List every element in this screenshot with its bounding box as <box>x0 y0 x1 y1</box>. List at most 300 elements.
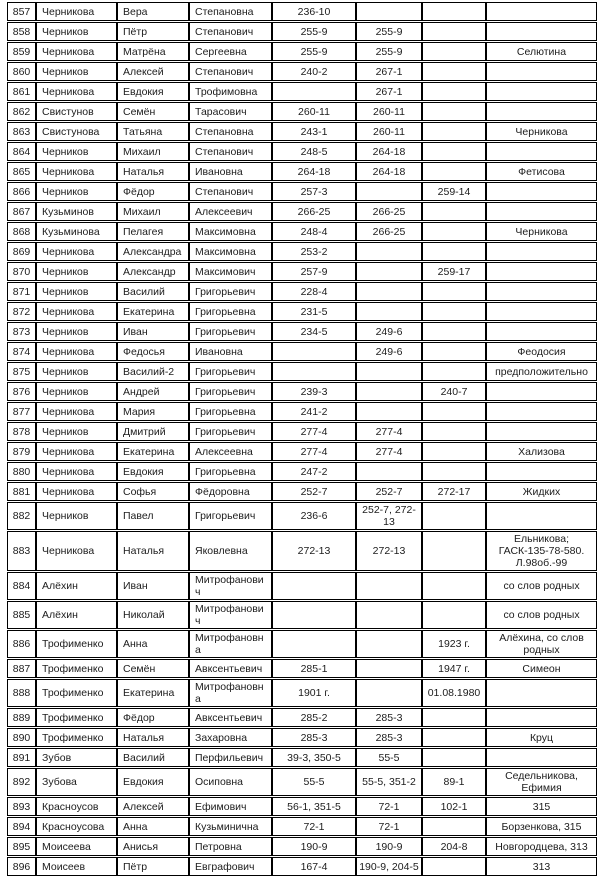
cell-surname: Свистунов <box>36 102 117 121</box>
cell-record-number: 874 <box>7 342 36 361</box>
cell-given-name: Матрёна <box>117 42 189 61</box>
cell-code3 <box>422 422 486 441</box>
cell-given-name: Наталья <box>117 531 189 571</box>
cell-surname: Зубов <box>36 748 117 767</box>
cell-patronymic: Захаровна <box>189 728 272 747</box>
cell-code1: 285-1 <box>272 659 356 678</box>
cell-code3: 1923 г. <box>422 630 486 658</box>
cell-given-name: Евдокия <box>117 462 189 481</box>
cell-given-name: Николай <box>117 601 189 629</box>
cell-code3 <box>422 302 486 321</box>
cell-patronymic: Григорьевич <box>189 502 272 530</box>
cell-code2: 266-25 <box>356 202 422 221</box>
cell-given-name: Евдокия <box>117 82 189 101</box>
cell-surname: Черников <box>36 282 117 301</box>
cell-code1: 236-10 <box>272 2 356 21</box>
cell-code2: 190-9 <box>356 837 422 856</box>
cell-code3 <box>422 122 486 141</box>
cell-patronymic: Степанович <box>189 142 272 161</box>
cell-patronymic: Яковлевна <box>189 531 272 571</box>
cell-code1 <box>272 362 356 381</box>
cell-code1: 255-9 <box>272 22 356 41</box>
cell-patronymic: Ивановна <box>189 342 272 361</box>
cell-note <box>486 182 597 201</box>
cell-record-number: 883 <box>7 531 36 571</box>
cell-given-name: Павел <box>117 502 189 530</box>
cell-record-number: 877 <box>7 402 36 421</box>
cell-surname: Красноусова <box>36 817 117 836</box>
cell-surname: Черникова <box>36 162 117 181</box>
cell-code3 <box>422 162 486 181</box>
cell-code2 <box>356 302 422 321</box>
cell-surname: Свистунова <box>36 122 117 141</box>
cell-note: со слов родных <box>486 572 597 600</box>
table-row <box>7 262 597 281</box>
cell-code1: 239-3 <box>272 382 356 401</box>
cell-record-number: 875 <box>7 362 36 381</box>
cell-code3: 259-14 <box>422 182 486 201</box>
cell-patronymic: Григорьевич <box>189 282 272 301</box>
cell-surname: Кузьминова <box>36 222 117 241</box>
cell-note <box>486 382 597 401</box>
cell-patronymic: Фёдоровна <box>189 482 272 501</box>
cell-record-number: 888 <box>7 679 36 707</box>
cell-code3 <box>422 402 486 421</box>
cell-record-number: 860 <box>7 62 36 81</box>
cell-surname: Черникова <box>36 2 117 21</box>
cell-code1: 257-9 <box>272 262 356 281</box>
cell-code3 <box>422 601 486 629</box>
cell-code3 <box>422 708 486 727</box>
cell-code1: 264-18 <box>272 162 356 181</box>
cell-code2 <box>356 242 422 261</box>
cell-code2: 266-25 <box>356 222 422 241</box>
table-row <box>7 362 597 381</box>
cell-record-number: 859 <box>7 42 36 61</box>
cell-record-number: 887 <box>7 659 36 678</box>
cell-patronymic: Григорьевич <box>189 322 272 341</box>
cell-code3: 240-7 <box>422 382 486 401</box>
cell-surname: Моисеев <box>36 857 117 876</box>
cell-code2 <box>356 362 422 381</box>
cell-code2 <box>356 659 422 678</box>
cell-patronymic: Митрофановна <box>189 679 272 707</box>
table-row <box>7 62 597 81</box>
cell-record-number: 880 <box>7 462 36 481</box>
cell-record-number: 892 <box>7 768 36 796</box>
cell-surname: Черников <box>36 382 117 401</box>
cell-code1: 257-3 <box>272 182 356 201</box>
cell-surname: Черников <box>36 142 117 161</box>
cell-patronymic: Митрофановна <box>189 630 272 658</box>
cell-record-number: 863 <box>7 122 36 141</box>
cell-code3 <box>422 531 486 571</box>
cell-surname: Трофименко <box>36 679 117 707</box>
cell-surname: Черникова <box>36 462 117 481</box>
cell-given-name: Анна <box>117 630 189 658</box>
cell-given-name: Пётр <box>117 857 189 876</box>
cell-code1: 167-4 <box>272 857 356 876</box>
cell-record-number: 878 <box>7 422 36 441</box>
cell-note <box>486 422 597 441</box>
cell-given-name: Иван <box>117 572 189 600</box>
cell-code1 <box>272 342 356 361</box>
cell-code2: 285-3 <box>356 728 422 747</box>
cell-given-name: Софья <box>117 482 189 501</box>
cell-code2 <box>356 402 422 421</box>
cell-code2: 252-7, 272-13 <box>356 502 422 530</box>
cell-note: предположительно <box>486 362 597 381</box>
cell-note: Алёхина, со слов родных <box>486 630 597 658</box>
cell-patronymic: Григорьевна <box>189 462 272 481</box>
table-row <box>7 572 597 600</box>
cell-patronymic: Авксентьевич <box>189 708 272 727</box>
cell-given-name: Татьяна <box>117 122 189 141</box>
cell-patronymic: Тарасович <box>189 102 272 121</box>
cell-code3 <box>422 342 486 361</box>
cell-patronymic: Ефимович <box>189 797 272 816</box>
cell-note: Седельникова, Ефимия <box>486 768 597 796</box>
cell-note <box>486 282 597 301</box>
table-row <box>7 797 597 816</box>
cell-code3 <box>422 222 486 241</box>
cell-surname: Черников <box>36 502 117 530</box>
cell-surname: Трофименко <box>36 728 117 747</box>
cell-note <box>486 402 597 421</box>
cell-given-name: Александра <box>117 242 189 261</box>
cell-note: Хализова <box>486 442 597 461</box>
table-row <box>7 679 597 707</box>
cell-note: Ельникова; ГАСК-135-78-580. Л.98об.-99 <box>486 531 597 571</box>
cell-patronymic: Осиповна <box>189 768 272 796</box>
cell-code3 <box>422 102 486 121</box>
cell-code2: 272-13 <box>356 531 422 571</box>
cell-surname: Красноусов <box>36 797 117 816</box>
cell-code2: 267-1 <box>356 82 422 101</box>
cell-record-number: 865 <box>7 162 36 181</box>
cell-given-name: Мария <box>117 402 189 421</box>
cell-note <box>486 748 597 767</box>
cell-code1: 285-2 <box>272 708 356 727</box>
cell-given-name: Иван <box>117 322 189 341</box>
cell-note <box>486 502 597 530</box>
cell-code2 <box>356 462 422 481</box>
cell-code3 <box>422 242 486 261</box>
cell-surname: Черников <box>36 322 117 341</box>
cell-code1: 260-11 <box>272 102 356 121</box>
table-row <box>7 2 597 21</box>
cell-code1: 56-1, 351-5 <box>272 797 356 816</box>
table-row <box>7 462 597 481</box>
cell-given-name: Семён <box>117 659 189 678</box>
cell-code1 <box>272 82 356 101</box>
cell-code3: 89-1 <box>422 768 486 796</box>
table-row <box>7 302 597 321</box>
cell-patronymic: Евграфович <box>189 857 272 876</box>
cell-patronymic: Трофимовна <box>189 82 272 101</box>
cell-code2 <box>356 382 422 401</box>
cell-patronymic: Григорьевна <box>189 302 272 321</box>
cell-given-name: Анна <box>117 817 189 836</box>
cell-code1: 277-4 <box>272 422 356 441</box>
table-row <box>7 659 597 678</box>
table-row <box>7 402 597 421</box>
cell-note: Селютина <box>486 42 597 61</box>
cell-code1 <box>272 601 356 629</box>
cell-code2 <box>356 679 422 707</box>
cell-code3 <box>422 42 486 61</box>
table-row <box>7 322 597 341</box>
cell-code1: 272-13 <box>272 531 356 571</box>
table-row <box>7 202 597 221</box>
cell-record-number: 857 <box>7 2 36 21</box>
cell-code1: 248-4 <box>272 222 356 241</box>
table-row <box>7 422 597 441</box>
cell-note: Черникова <box>486 122 597 141</box>
cell-record-number: 886 <box>7 630 36 658</box>
cell-surname: Кузьминов <box>36 202 117 221</box>
cell-given-name: Александр <box>117 262 189 281</box>
cell-record-number: 868 <box>7 222 36 241</box>
cell-patronymic: Ивановна <box>189 162 272 181</box>
cell-code3 <box>422 322 486 341</box>
cell-code1: 266-25 <box>272 202 356 221</box>
table-body <box>7 2 597 876</box>
cell-note: Фетисова <box>486 162 597 181</box>
cell-record-number: 890 <box>7 728 36 747</box>
cell-patronymic: Степановна <box>189 2 272 21</box>
table-row <box>7 601 597 629</box>
cell-code3: 1947 г. <box>422 659 486 678</box>
table-row <box>7 82 597 101</box>
cell-surname: Черников <box>36 182 117 201</box>
table-row <box>7 748 597 767</box>
cell-patronymic: Алексеевич <box>189 202 272 221</box>
cell-code2: 252-7 <box>356 482 422 501</box>
table-row <box>7 630 597 658</box>
cell-code1: 247-2 <box>272 462 356 481</box>
table-row <box>7 708 597 727</box>
document-page <box>0 1 600 877</box>
cell-patronymic: Митрофанович <box>189 572 272 600</box>
cell-code2: 249-6 <box>356 342 422 361</box>
cell-surname: Черникова <box>36 482 117 501</box>
cell-given-name: Екатерина <box>117 679 189 707</box>
cell-code2: 264-18 <box>356 142 422 161</box>
cell-surname: Черникова <box>36 42 117 61</box>
cell-code3: 272-17 <box>422 482 486 501</box>
cell-note <box>486 708 597 727</box>
cell-record-number: 872 <box>7 302 36 321</box>
table-row <box>7 182 597 201</box>
cell-code3 <box>422 2 486 21</box>
cell-code2 <box>356 630 422 658</box>
cell-note <box>486 62 597 81</box>
cell-code3 <box>422 728 486 747</box>
cell-code3 <box>422 202 486 221</box>
cell-code1: 231-5 <box>272 302 356 321</box>
cell-note: со слов родных <box>486 601 597 629</box>
cell-record-number: 894 <box>7 817 36 836</box>
cell-patronymic: Григорьевич <box>189 362 272 381</box>
cell-patronymic: Петровна <box>189 837 272 856</box>
table-row <box>7 857 597 876</box>
cell-surname: Черников <box>36 362 117 381</box>
cell-code1: 1901 г. <box>272 679 356 707</box>
cell-code2: 72-1 <box>356 797 422 816</box>
cell-note <box>486 102 597 121</box>
cell-surname: Трофименко <box>36 659 117 678</box>
cell-note <box>486 262 597 281</box>
table-row <box>7 837 597 856</box>
cell-given-name: Василий <box>117 282 189 301</box>
table-row <box>7 222 597 241</box>
cell-surname: Моисеева <box>36 837 117 856</box>
cell-code3: 204-8 <box>422 837 486 856</box>
cell-record-number: 893 <box>7 797 36 816</box>
cell-given-name: Федосья <box>117 342 189 361</box>
cell-record-number: 882 <box>7 502 36 530</box>
cell-code3 <box>422 572 486 600</box>
cell-record-number: 876 <box>7 382 36 401</box>
cell-note: Феодосия <box>486 342 597 361</box>
cell-note: Симеон <box>486 659 597 678</box>
cell-patronymic: Степанович <box>189 182 272 201</box>
table-row <box>7 162 597 181</box>
cell-code3 <box>422 748 486 767</box>
cell-code1: 277-4 <box>272 442 356 461</box>
cell-surname: Черников <box>36 262 117 281</box>
table-row <box>7 102 597 121</box>
cell-code3 <box>422 502 486 530</box>
table-row <box>7 482 597 501</box>
cell-patronymic: Григорьевич <box>189 422 272 441</box>
cell-given-name: Василий <box>117 748 189 767</box>
cell-code1 <box>272 572 356 600</box>
table-row <box>7 768 597 796</box>
cell-code2 <box>356 182 422 201</box>
records-table <box>7 1 597 877</box>
cell-code3 <box>422 462 486 481</box>
cell-code3 <box>422 817 486 836</box>
cell-record-number: 858 <box>7 22 36 41</box>
cell-code3 <box>422 22 486 41</box>
cell-surname: Черников <box>36 22 117 41</box>
cell-record-number: 889 <box>7 708 36 727</box>
cell-note <box>486 2 597 21</box>
cell-code3 <box>422 362 486 381</box>
cell-given-name: Вера <box>117 2 189 21</box>
cell-note <box>486 679 597 707</box>
cell-note <box>486 142 597 161</box>
cell-code2: 260-11 <box>356 102 422 121</box>
table-row <box>7 282 597 301</box>
cell-patronymic: Перфильевич <box>189 748 272 767</box>
table-row <box>7 728 597 747</box>
cell-code1: 39-3, 350-5 <box>272 748 356 767</box>
table-row <box>7 42 597 61</box>
cell-record-number: 866 <box>7 182 36 201</box>
cell-record-number: 873 <box>7 322 36 341</box>
cell-patronymic: Степанович <box>189 22 272 41</box>
cell-code3: 01.08.1980 <box>422 679 486 707</box>
cell-given-name: Екатерина <box>117 442 189 461</box>
cell-given-name: Семён <box>117 102 189 121</box>
cell-code3: 102-1 <box>422 797 486 816</box>
cell-given-name: Фёдор <box>117 708 189 727</box>
cell-surname: Черникова <box>36 342 117 361</box>
cell-record-number: 885 <box>7 601 36 629</box>
cell-note <box>486 322 597 341</box>
cell-patronymic: Максимович <box>189 262 272 281</box>
cell-record-number: 895 <box>7 837 36 856</box>
cell-code2: 260-11 <box>356 122 422 141</box>
cell-given-name: Алексей <box>117 797 189 816</box>
cell-surname: Черников <box>36 422 117 441</box>
cell-code2: 277-4 <box>356 442 422 461</box>
cell-given-name: Михаил <box>117 202 189 221</box>
cell-code2: 72-1 <box>356 817 422 836</box>
table-row <box>7 142 597 161</box>
cell-record-number: 864 <box>7 142 36 161</box>
cell-code1: 252-7 <box>272 482 356 501</box>
cell-note: Черникова <box>486 222 597 241</box>
cell-code1: 255-9 <box>272 42 356 61</box>
cell-note: Круц <box>486 728 597 747</box>
table-row <box>7 382 597 401</box>
cell-code3 <box>422 442 486 461</box>
cell-given-name: Наталья <box>117 162 189 181</box>
cell-note <box>486 82 597 101</box>
cell-record-number: 871 <box>7 282 36 301</box>
cell-code3 <box>422 62 486 81</box>
cell-note: Жидких <box>486 482 597 501</box>
cell-surname: Зубова <box>36 768 117 796</box>
cell-code1: 240-2 <box>272 62 356 81</box>
cell-code1: 253-2 <box>272 242 356 261</box>
cell-code2: 55-5, 351-2 <box>356 768 422 796</box>
cell-code1 <box>272 630 356 658</box>
cell-code2 <box>356 601 422 629</box>
table-row <box>7 122 597 141</box>
cell-given-name: Дмитрий <box>117 422 189 441</box>
cell-code1: 234-5 <box>272 322 356 341</box>
cell-surname: Черникова <box>36 442 117 461</box>
cell-record-number: 884 <box>7 572 36 600</box>
cell-surname: Алёхин <box>36 572 117 600</box>
cell-patronymic: Максимовна <box>189 242 272 261</box>
cell-code2: 249-6 <box>356 322 422 341</box>
cell-code2 <box>356 262 422 281</box>
cell-surname: Черникова <box>36 82 117 101</box>
cell-given-name: Фёдор <box>117 182 189 201</box>
cell-note: Новгородцева, 313 <box>486 837 597 856</box>
cell-code1: 228-4 <box>272 282 356 301</box>
cell-code1: 55-5 <box>272 768 356 796</box>
cell-surname: Трофименко <box>36 708 117 727</box>
table-row <box>7 442 597 461</box>
cell-record-number: 881 <box>7 482 36 501</box>
cell-patronymic: Степанович <box>189 62 272 81</box>
cell-given-name: Андрей <box>117 382 189 401</box>
cell-record-number: 870 <box>7 262 36 281</box>
cell-note <box>486 202 597 221</box>
cell-given-name: Михаил <box>117 142 189 161</box>
cell-note: 313 <box>486 857 597 876</box>
cell-record-number: 861 <box>7 82 36 101</box>
cell-surname: Черникова <box>36 242 117 261</box>
cell-given-name: Пелагея <box>117 222 189 241</box>
